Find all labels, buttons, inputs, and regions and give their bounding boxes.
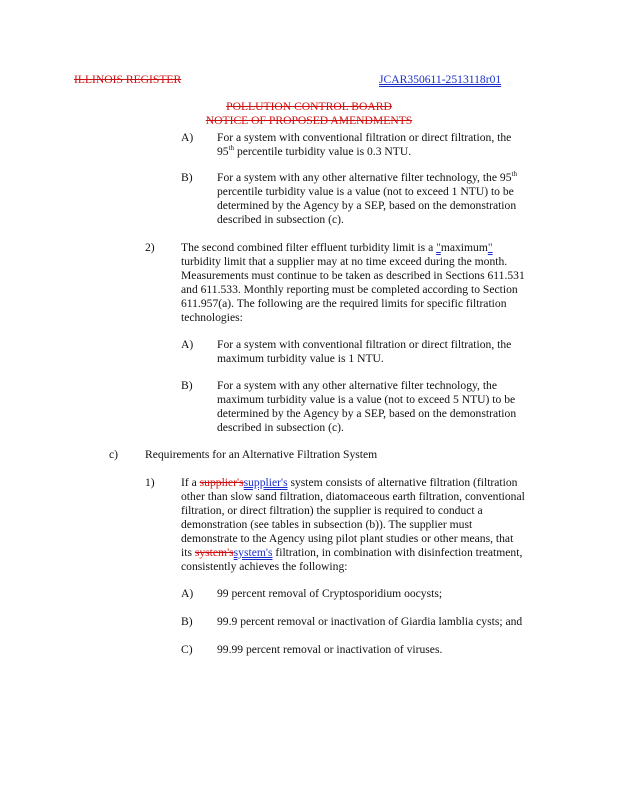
item-label: A) [181, 131, 194, 144]
item-label: B) [181, 379, 193, 392]
item-label: C) [181, 643, 193, 656]
section-label: c) [109, 448, 119, 461]
item-label: A) [181, 338, 194, 351]
item-A-95th: For a system with conventional filtration or direct filtration, the 95th percentile turbidity value is 0.3 NTU. [217, 131, 512, 158]
item-label: B) [181, 171, 193, 184]
item-c1A: 99 percent removal of Cryptosporidium oocysts; [217, 587, 443, 600]
section-c-heading: Requirements for an Alternative Filtration System [145, 448, 378, 461]
document-id: JCAR350611-2513118r01 [379, 73, 502, 86]
item-2A-max: For a system with conventional filtration or direct filtration, the maximum turbidity value is 1 NTU. [217, 338, 512, 365]
item-2-maximum-limit: The second combined filter effluent turbidity limit is a "maximum" turbidity limit that a supplier may at no time exceed during the month. Measurements must continue to be taken as described in Sections 611.531 and 611.533. Monthly reporting must be completed according to Section 611.957(a). The following are the required limits for specific filtration technologies: [181, 241, 525, 324]
item-label: 1) [145, 476, 155, 489]
notice-title: NOTICE OF PROPOSED AMENDMENTS [205, 114, 413, 127]
register-name: ILLINOIS REGISTER [74, 73, 182, 86]
item-label: A) [181, 587, 194, 600]
board-title: POLLUTION CONTROL BOARD [226, 100, 392, 113]
item-label: B) [181, 615, 193, 628]
item-2B-max: For a system with any other alternative filter technology, the maximum turbidity value is a value (not to exceed 5 NTU) to be determined by the Agency by a SEP, based on the demonstration described in subsection (c). [217, 379, 517, 434]
item-c1-paragraph: If a supplier'ssupplier's system consists of alternative filtration (filtration other than slow sand filtration, diatomaceous earth filtration, conventional filtration, or direct filtration) the supplier is required to conduct a demonstration (see tables in subsection (b)). The supplier must demonstrate to the Agency using pilot plant studies or other means, that its system'ssystem's filtration, in combination with disinfection treatment, consistently achieves the following: [181, 476, 525, 573]
item-c1B: 99.9 percent removal or inactivation of Giardia lamblia cysts; and [217, 615, 523, 628]
item-B-95th: For a system with any other alternative filter technology, the 95th percentile turbidity value is a value (not to exceed 1 NTU) to be determined by the Agency by a SEP, based on the demonstration described in subsection (c). [217, 170, 517, 226]
item-label: 2) [145, 241, 155, 254]
item-c1C: 99.99 percent removal or inactivation of viruses. [217, 643, 443, 656]
